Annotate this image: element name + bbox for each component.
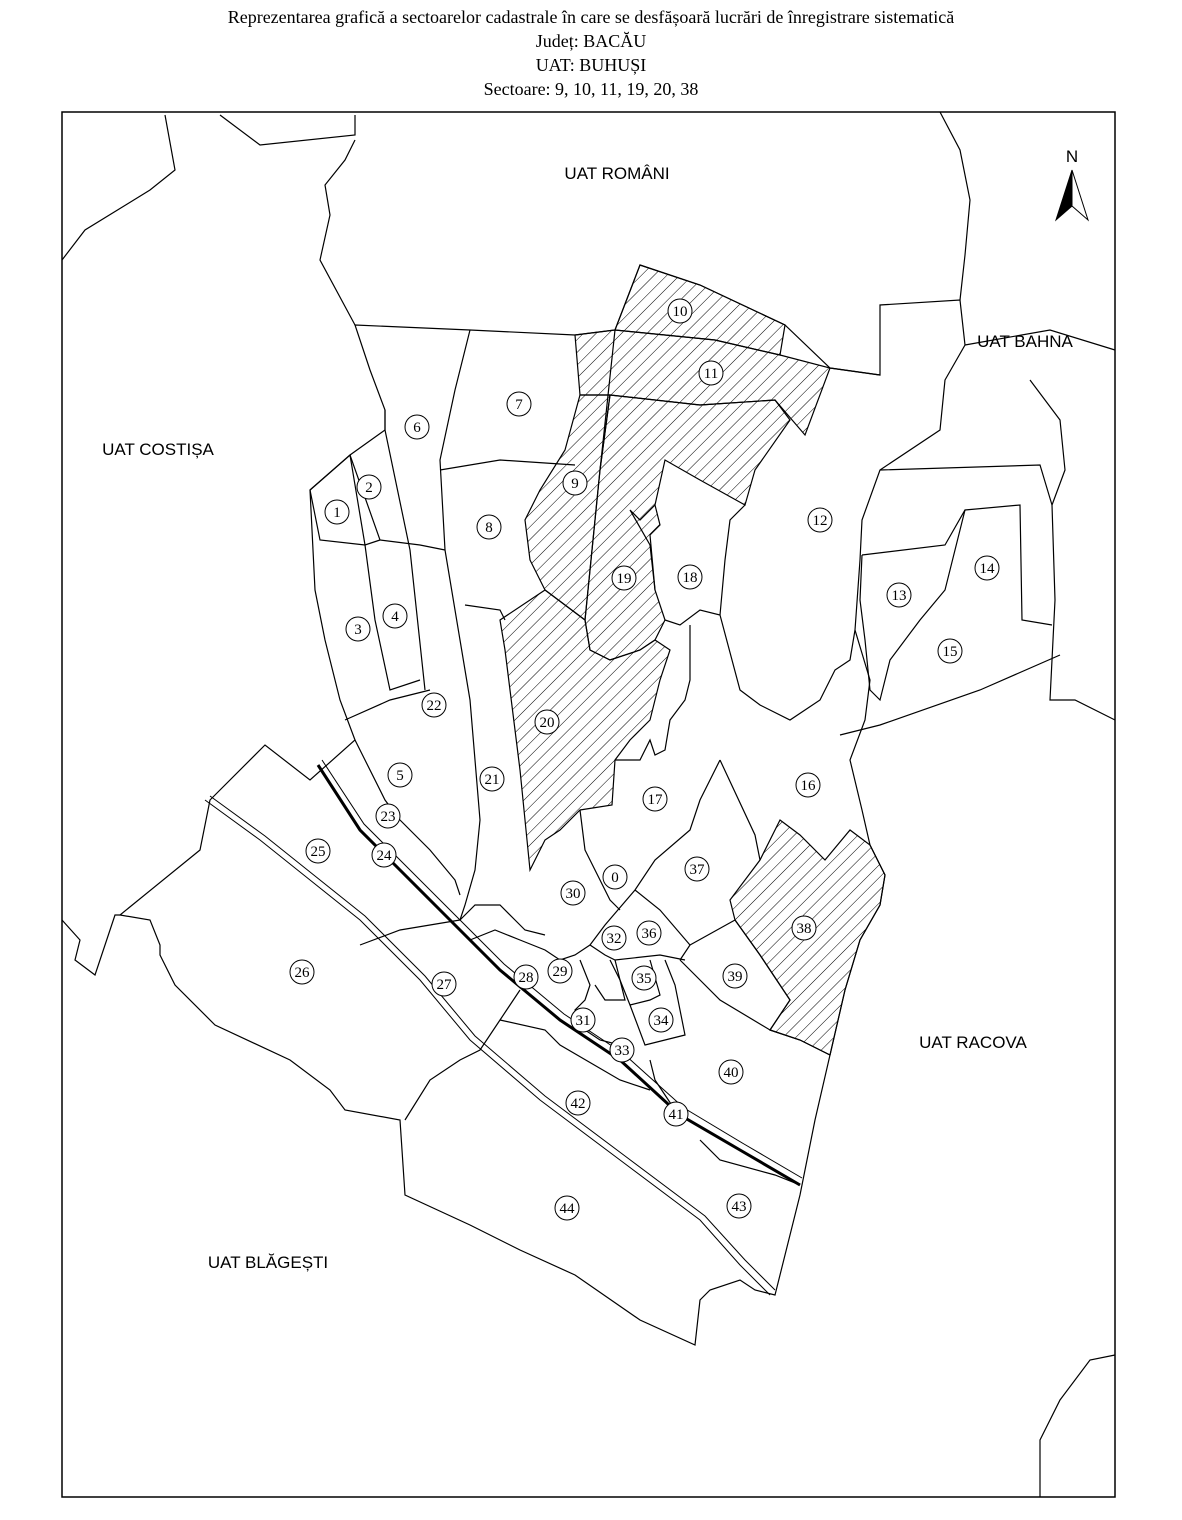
sector-number-35: 35 <box>636 971 652 987</box>
sector-label-5 <box>388 763 412 787</box>
sector-label-6 <box>405 415 429 439</box>
sector-number-34: 34 <box>653 1013 669 1029</box>
sector-number-40: 40 <box>723 1065 739 1081</box>
sector-number-41: 41 <box>668 1107 684 1123</box>
sector-label-17 <box>643 787 667 811</box>
sector-number-13: 13 <box>891 588 907 604</box>
sector-label-32 <box>602 926 626 950</box>
sector-number-32: 32 <box>606 931 622 947</box>
sector-number-4: 4 <box>391 609 399 625</box>
sector-number-25: 25 <box>310 844 326 860</box>
sector-number-24: 24 <box>376 848 392 864</box>
sector-label-7 <box>507 392 531 416</box>
label-uat-blagesti: UAT BLĂGEȘTI <box>207 1253 329 1272</box>
highlighted-sectors <box>500 265 885 1055</box>
sector-number-11: 11 <box>703 366 719 382</box>
sector-number-17: 17 <box>647 792 663 808</box>
sector-label-37 <box>685 857 709 881</box>
sector-label-18 <box>678 565 702 589</box>
sector-label-9 <box>563 471 587 495</box>
sector-number-38: 38 <box>796 921 812 937</box>
sector-19-area <box>585 395 790 660</box>
sector-label-0 <box>603 865 627 889</box>
sector-label-25 <box>306 839 330 863</box>
sector-number-1: 1 <box>333 505 341 521</box>
uat-label: UAT: BUHUȘI <box>535 55 647 75</box>
north-arrow-icon <box>1056 147 1088 220</box>
sector-label-12 <box>808 508 832 532</box>
sector-label-40 <box>719 1060 743 1084</box>
label-uat-bahna: UAT BAHNA <box>977 332 1073 351</box>
sector-number-42: 42 <box>570 1096 586 1112</box>
sector-number-22: 22 <box>426 698 442 714</box>
sector-number-8: 8 <box>485 520 493 536</box>
sector-number-21: 21 <box>484 772 500 788</box>
sector-label-14 <box>975 556 999 580</box>
sector-number-15: 15 <box>942 644 958 660</box>
sector-label-36 <box>637 921 661 945</box>
sector-number-9: 9 <box>571 476 579 492</box>
sector-label-34 <box>649 1008 673 1032</box>
map-title: Reprezentarea grafică a sectoarelor cadastrale în care se desfășoară lucrări de înregistrare sistematică <box>227 7 955 27</box>
sector-label-27 <box>432 972 456 996</box>
sector-label-35 <box>632 966 656 990</box>
sector-number-2: 2 <box>365 480 373 496</box>
sector-label-11 <box>699 361 723 385</box>
sector-number-36: 36 <box>641 926 657 942</box>
sector-label-16 <box>796 773 820 797</box>
sector-number-16: 16 <box>800 778 816 794</box>
sector-label-24 <box>372 843 396 867</box>
sector-number-6: 6 <box>413 420 421 436</box>
sector-number-3: 3 <box>354 622 362 638</box>
sector-number-12: 12 <box>812 513 828 529</box>
sector-label-1 <box>325 500 349 524</box>
sector-label-3 <box>346 617 370 641</box>
sector-label-29 <box>548 959 572 983</box>
label-uat-costisa: UAT COSTIȘA <box>102 440 214 459</box>
label-uat-romani: UAT ROMÂNI <box>564 164 670 183</box>
sector-label-20 <box>535 710 559 734</box>
sector-label-10 <box>668 299 692 323</box>
sector-number-20: 20 <box>539 715 555 731</box>
sector-number-29: 29 <box>552 964 568 980</box>
sector-number-39: 39 <box>727 969 743 985</box>
sector-label-8 <box>477 515 501 539</box>
sector-number-43: 43 <box>731 1199 747 1215</box>
sector-label-4 <box>383 604 407 628</box>
sector-label-31 <box>571 1008 595 1032</box>
sector-label-23 <box>376 804 400 828</box>
sector-number-14: 14 <box>979 561 995 577</box>
sector-label-30 <box>561 881 585 905</box>
sector-number-5: 5 <box>396 768 404 784</box>
sector-label-41 <box>664 1102 688 1126</box>
sector-label-22 <box>422 693 446 717</box>
sector-label-21 <box>480 767 504 791</box>
sector-label-42 <box>566 1091 590 1115</box>
sector-number-7: 7 <box>515 397 523 413</box>
sector-number-31: 31 <box>575 1013 591 1029</box>
sector-label-15 <box>938 639 962 663</box>
sector-number-19: 19 <box>616 571 632 587</box>
sector-number-10: 10 <box>672 304 688 320</box>
railway-lines <box>205 760 802 1295</box>
sector-label-19 <box>612 566 636 590</box>
sector-label-44 <box>555 1196 579 1220</box>
sector-number-33: 33 <box>614 1043 630 1059</box>
sector-label-33 <box>610 1038 634 1062</box>
sector-label-28 <box>514 965 538 989</box>
sector-number-27: 27 <box>436 977 452 993</box>
north-label: N <box>1065 147 1079 166</box>
sector-number-28: 28 <box>518 970 534 986</box>
sector-label-13 <box>887 583 911 607</box>
sector-label-26 <box>290 960 314 984</box>
sector-label-38 <box>792 916 816 940</box>
sector-number-18: 18 <box>682 570 698 586</box>
sector-number-30: 30 <box>565 886 581 902</box>
sectors-list: Sectoare: 9, 10, 11, 19, 20, 38 <box>483 79 699 99</box>
label-uat-racova: UAT RACOVA <box>919 1033 1027 1052</box>
sector-number-23: 23 <box>380 809 396 825</box>
sector-label-43 <box>727 1194 751 1218</box>
sector-number-26: 26 <box>294 965 310 981</box>
sector-label-39 <box>723 964 747 988</box>
sector-number-0: 0 <box>611 870 619 886</box>
sector-number-37: 37 <box>689 862 705 878</box>
sector-label-2 <box>357 475 381 499</box>
sector-number-44: 44 <box>559 1201 575 1217</box>
county-label: Județ: BACĂU <box>535 31 647 51</box>
